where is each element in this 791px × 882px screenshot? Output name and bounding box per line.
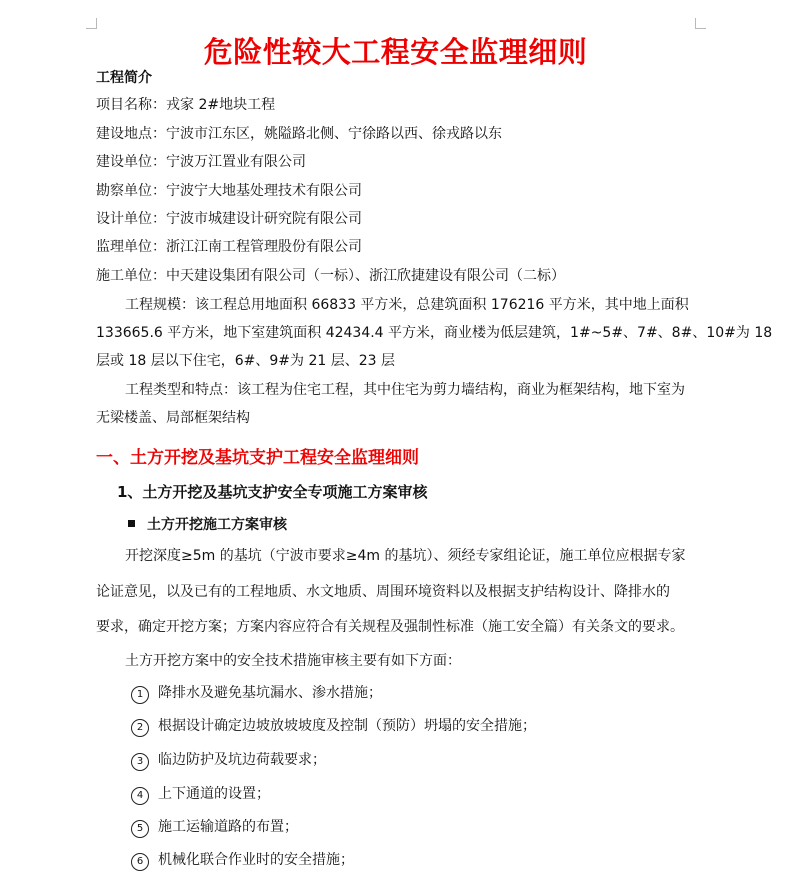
- list-item-text: 临边防护及坑边荷载要求；: [158, 752, 326, 768]
- scale-line: 层或 18 层以下住宅，6#、9#为 21 层、23 层: [96, 353, 395, 369]
- construction-unit: 施工单位：中天建设集团有限公司（一标）、浙江欣捷建设有限公司（二标）: [96, 268, 565, 284]
- paragraph-line: 要求，确定开挖方案；方案内容应符合有关规程及强制性标准（施工安全篇）有关条文的要求。: [96, 619, 684, 635]
- project-location: 建设地点：宁波市江东区，姚隘路北侧、宁徐路以西、徐戎路以东: [96, 126, 502, 142]
- square-bullet-icon: [128, 520, 135, 527]
- circled-number-icon: 4: [131, 787, 149, 805]
- subsubsection-label: 土方开挖施工方案审核: [147, 517, 287, 533]
- list-item-text: 降排水及避免基坑漏水、渗水措施；: [158, 685, 382, 701]
- subsection-heading: 1、土方开挖及基坑支护安全专项施工方案审核: [117, 483, 428, 501]
- circled-number-icon: 3: [131, 753, 149, 771]
- list-item: [131, 716, 536, 737]
- list-item: [131, 850, 354, 871]
- supervision-unit: 监理单位：浙江江南工程管理股份有限公司: [96, 239, 362, 255]
- circled-number-icon: 1: [131, 686, 149, 704]
- list-item-text: 根据设计确定边坡放坡坡度及控制（预防）坍塌的安全措施；: [158, 718, 536, 734]
- subsubsection-heading: [128, 515, 287, 535]
- paragraph-line: 开挖深度≥5m 的基坑（宁波市要求≥4m 的基坑）、须经专家组论证，施工单位应根据专家: [125, 548, 686, 564]
- paragraph-line: 论证意见，以及已有的工程地质、水文地质、周围环境资料以及根据支护结构设计、降排水的: [96, 584, 670, 600]
- scale-line: 133665.6 平方米，地下室建筑面积 42434.4 平方米，商业楼为低层建筑，1#~5#、7#、8#、10#为 18: [96, 325, 773, 341]
- circled-number-icon: 5: [131, 820, 149, 838]
- document-title: 危险性较大工程安全监理细则: [203, 35, 588, 69]
- list-item: [131, 817, 298, 838]
- crop-mark-top-right: [695, 18, 706, 29]
- list-item: [131, 750, 326, 771]
- developer: 建设单位：宁波万江置业有限公司: [96, 154, 306, 170]
- list-item-text: 上下通道的设置；: [158, 786, 270, 802]
- list-item: [131, 784, 270, 805]
- intro-heading: 工程简介: [96, 70, 152, 86]
- section-heading: 一、土方开挖及基坑支护工程安全监理细则: [96, 448, 419, 468]
- list-item-text: 施工运输道路的布置；: [158, 819, 298, 835]
- circled-number-icon: 2: [131, 719, 149, 737]
- list-intro: 土方开挖方案中的安全技术措施审核主要有如下方面：: [125, 653, 461, 669]
- type-line: 无梁楼盖、局部框架结构: [96, 410, 250, 426]
- crop-mark-top-left: [86, 18, 97, 29]
- type-line: 工程类型和特点：该工程为住宅工程，其中住宅为剪力墙结构，商业为框架结构，地下室为: [125, 382, 685, 398]
- design-unit: 设计单位：宁波市城建设计研究院有限公司: [96, 211, 362, 227]
- list-item-text: 机械化联合作业时的安全措施；: [158, 852, 354, 868]
- scale-line: 工程规模：该工程总用地面积 66833 平方米，总建筑面积 176216 平方米，其中地上面积: [125, 297, 689, 313]
- project-name: 项目名称：戎家 2#地块工程: [96, 97, 276, 113]
- list-item: [131, 683, 382, 704]
- circled-number-icon: 6: [131, 853, 149, 871]
- survey-unit: 勘察单位：宁波宁大地基处理技术有限公司: [96, 183, 362, 199]
